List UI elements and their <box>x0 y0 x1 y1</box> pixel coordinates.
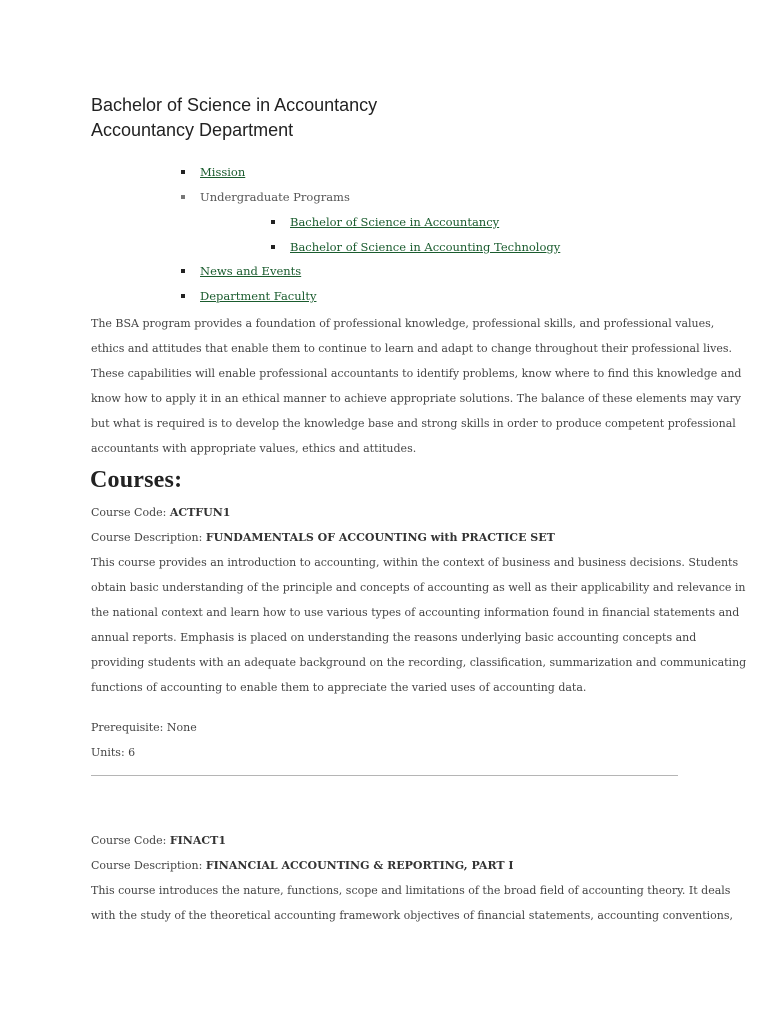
department-title: Accountancy Department <box>91 120 294 140</box>
intro-line: ethics and attitudes that enable them to continue to learn and adapt to change throughout their professional lives. <box>91 342 733 355</box>
course-description-text: This course introduces the nature, functions, scope and limitations of the broad field of accounting theory. It deals <box>91 884 731 897</box>
course-description-label: Course Description: <box>91 859 206 872</box>
course-code-line <box>91 500 691 525</box>
intro-paragraph <box>91 311 742 461</box>
course-units: Units: 6 <box>91 746 136 759</box>
course-code-label: Course Code: <box>91 506 170 519</box>
course-code: ACTFUN1 <box>169 506 231 519</box>
nav-item-news <box>181 259 301 283</box>
bsa-link[interactable]: Bachelor of Science in Accountancy <box>290 215 500 229</box>
course-description-text: This course provides an introduction to accounting, within the context of business and business decisions. Students <box>91 556 739 569</box>
course-description-text: with the study of the theoretical accounting framework objectives of financial statements, accounting conventions, <box>91 909 734 922</box>
course-code-label: Course Code: <box>91 834 170 847</box>
bullet-icon <box>181 269 185 273</box>
course-description-title: FINANCIAL ACCOUNTING & REPORTING, PART I <box>205 859 514 872</box>
program-title: Bachelor of Science in Accountancy <box>91 95 378 115</box>
course-finact1 <box>91 828 734 928</box>
nav-item-bsat <box>271 235 560 259</box>
bullet-icon <box>271 220 275 224</box>
course-description-label: Course Description: <box>91 531 206 544</box>
nav-item-undergraduate <box>181 185 350 209</box>
course-prerequisite: Prerequisite: None <box>91 721 197 734</box>
bullet-icon <box>181 294 185 298</box>
section-divider <box>91 775 678 776</box>
course-code-line <box>91 828 691 853</box>
nav-item-faculty <box>181 284 316 308</box>
course-description-text: annual reports. Emphasis is placed on understanding the reasons underlying basic accounting concepts and <box>91 631 697 644</box>
course-actfun1 <box>91 500 747 765</box>
news-events-link[interactable]: News and Events <box>200 264 302 278</box>
course-description-line <box>91 525 691 550</box>
course-description-text: the national context and learn how to use various types of accounting information found in financial statements and <box>91 606 740 619</box>
bullet-icon <box>181 170 185 174</box>
nav-item-bsa <box>271 210 499 234</box>
intro-line: The BSA program provides a foundation of professional knowledge, professional skills, and professional values, <box>91 317 715 330</box>
undergraduate-programs-label: Undergraduate Programs <box>200 190 350 204</box>
nav-item-mission <box>181 160 245 184</box>
intro-line: know how to apply it in an ethical manner to achieve appropriate solutions. The balance of these elements may vary <box>91 392 742 405</box>
bsat-link[interactable]: Bachelor of Science in Accounting Technology <box>290 240 561 254</box>
bullet-icon <box>181 195 185 199</box>
bullet-icon <box>271 245 275 249</box>
mission-link[interactable]: Mission <box>200 165 246 179</box>
course-description-text: functions of accounting to enable them to appreciate the varied uses of accounting data. <box>91 681 587 694</box>
department-faculty-link[interactable]: Department Faculty <box>200 289 317 303</box>
course-description-line <box>91 853 691 878</box>
intro-line: accountants with appropriate values, ethics and attitudes. <box>91 442 417 455</box>
page-heading <box>91 93 377 143</box>
course-code: FINACT1 <box>169 834 226 847</box>
course-description-text: obtain basic understanding of the principle and concepts of accounting as well as their applicability and relevance in <box>91 581 746 594</box>
courses-heading: Courses: <box>90 467 183 493</box>
course-description-text: providing students with an adequate background on the recording, classification, summarization and communicating <box>91 656 747 669</box>
intro-line: but what is required is to develop the knowledge base and strong skills in order to produce competent professional <box>91 417 736 430</box>
intro-line: These capabilities will enable professional accountants to identify problems, know where to find this knowledge and <box>91 367 742 380</box>
course-description-title: FUNDAMENTALS OF ACCOUNTING with PRACTICE SET <box>205 531 555 544</box>
